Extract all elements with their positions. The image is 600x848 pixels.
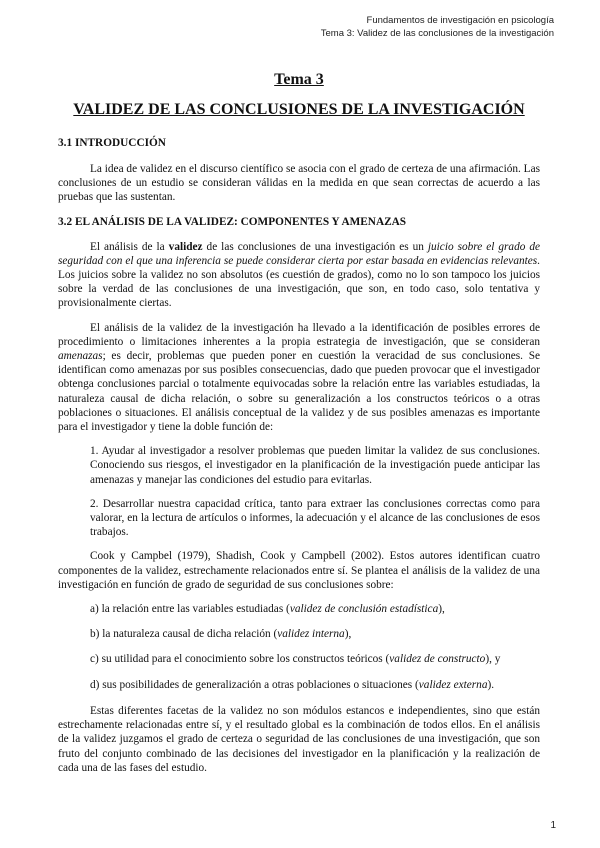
section-heading-analisis: 3.2 EL ANÁLISIS DE LA VALIDEZ: COMPONENTES Y AMENAZAS [58,215,407,228]
document-title: VALIDEZ DE LAS CONCLUSIONES DE LA INVESTIGACIÓN [73,101,525,118]
intro-paragraph: La idea de validez en el discurso científico se asocia con el grado de certeza de una afirmación. Las conclusiones de un estudio se consideran válidas en la medida en que sean correctas de acuerdo a las pruebas que las sustentan. [58,163,540,204]
page-number: 1 [550,820,556,831]
function-item: 2. Desarrollar nuestra capacidad crítica, tanto para extraer las conclusiones correctas como para valorar, en la lectura de artículos o informes, la adecuación y el alcance de las conclusiones de esos trabajos. [90,497,540,539]
component-item: a) la relación entre las variables estudiadas (validez de conclusión estadística), [90,603,445,616]
authors-paragraph: Cook y Campbel (1979), Shadish, Cook y Campbell (2002). Estos autores identifican cuatro componentes de la validez, estrechamente relacionados entre sí. Se plantea el análisis de la validez de una investigación en función de grado de seguridad de sus conclusiones sobre: [58,550,540,591]
amenazas-term: amenazas [58,350,103,363]
facetas-paragraph: Estas diferentes facetas de la validez no son módulos estancos e independientes, sino que están estrechamente relacionadas entre sí, y el resultado global es la combinación de todos ellos. En el análisis de la validez juzgamos el grado de certeza o seguridad de las conclusiones de una investigación, que son fruto del conjunto combinado de las decisiones del investigador en la planificación y la realización de cada una de las fases del estudio. [58,704,540,774]
component-item: c) su utilidad para el conocimiento sobre los constructos teóricos (validez de constructo), y [90,653,501,666]
validez-paragraph: El análisis de la validez de las conclusiones de una investigación es un juicio sobre el grado de seguridad con el que una inferencia se puede considerar cierta por estar basada en evidencias relevantes. Los juicios sobre la validez no son absolutos (es cuestión de grados), como no lo son tampoco los juicios sobre la verdad de las conclusiones de una investigación, que son, en todo caso, solo tentativa y provisionalmente ciertas. [58,240,541,310]
document-body [58,70,540,785]
function-item: 1. Ayudar al investigador a resolver problemas que pueden limitar la validez de sus conclusiones. Conociendo sus riesgos, el investigador en la planificación de la investigación puede anticipar las amenazas y manejar las condiciones del estudio para evitarlas. [90,445,540,486]
component-item: b) la naturaleza causal de dicha relación (validez interna), [90,628,352,641]
validez-definition: juicio sobre el grado de seguridad con el que una inferencia se puede considerar cierta por estar basada en evidencias relevantes [58,240,541,267]
component-item: d) sus posibilidades de generalización a otras poblaciones o situaciones (validez externa). [90,678,495,691]
header-course: Fundamentos de investigación en psicología [366,15,554,26]
validez-term: validez [168,240,203,253]
amenazas-paragraph: El análisis de la validez de la investigación ha llevado a la identificación de posibles errores de procedimiento o limitaciones inherentes a la propia estrategia de investigación, que se consideran amenazas; es decir, problemas que pueden poner en cuestión la veracidad de sus conclusiones. Se identifican como amenazas por sus posibles consecuencias, dado que pueden provocar que el investigador obtenga conclusiones parcial o totalmente equivocadas sobre la relación entre las variables estudiadas, la naturaleza causal de dicha relación, o sobre su generalización a los constructos teóricos o a otras poblaciones o situaciones. El análisis conceptual de la validez y de sus posibles amenazas es importante para el investigador y tiene la doble función de: [58,321,540,434]
tema-heading: Tema 3 [274,71,324,88]
header-topic: Tema 3: Validez de las conclusiones de la investigación [320,28,554,39]
section-heading-introduccion: 3.1 INTRODUCCIÓN [58,137,166,149]
page-header [321,14,554,40]
